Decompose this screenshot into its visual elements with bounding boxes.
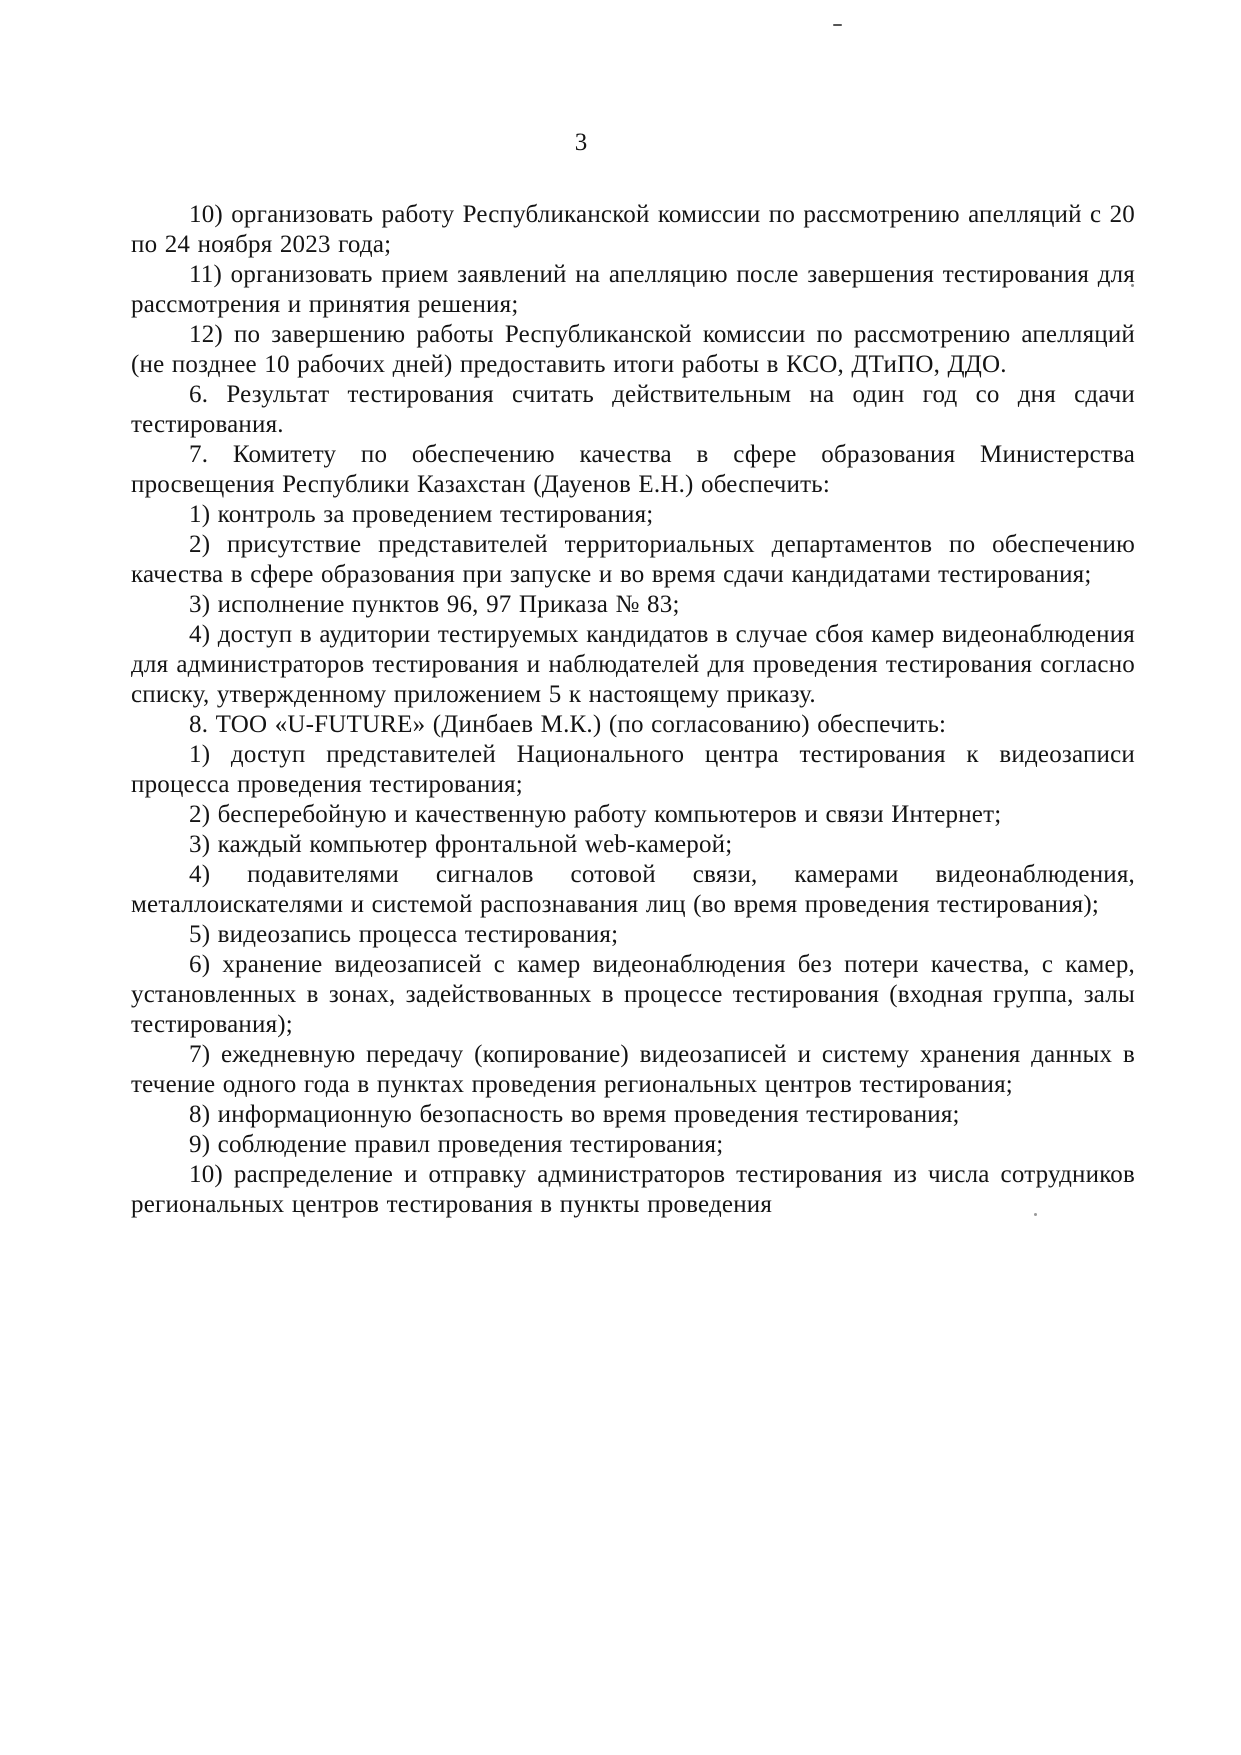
paragraph-8-4-signal-jammers: 4) подавителями сигналов сотовой связи, камерами видеонаблюдения, металлоискателями и системой распознавания лиц (во время проведения тестирования); xyxy=(131,861,1135,918)
paragraph-6-result-validity: 6. Результат тестирования считать действительным на один год со дня сдачи тестирования. xyxy=(131,381,1135,438)
paragraph-8-3-web-camera: 3) каждый компьютер фронтальной web-камерой; xyxy=(189,831,733,858)
paragraph-12-commission-results: 12) по завершению работы Республиканской комиссии по рассмотрению апелляций (не позднее 10 рабочих дней) предоставить итоги работы в КСО, ДТиПО, ДДО. xyxy=(131,321,1135,378)
paragraph-8-1-video-access: 1) доступ представителей Национального центра тестирования к видеозаписи процесса проведения тестирования; xyxy=(131,741,1135,798)
paragraph-8-10-admin-distribution: 10) распределение и отправку администраторов тестирования из числа сотрудников региональных центров тестирования в пункты проведения xyxy=(131,1161,1135,1218)
paragraph-7-4-audience-access: 4) доступ в аудитории тестируемых кандидатов в случае сбоя камер видеонаблюдения для администраторов тестирования и наблюдателей для проведения тестирования согласно списку, утвержденному приложением 5 к настоящему приказу. xyxy=(131,621,1135,708)
text-block xyxy=(131,128,1135,1220)
paragraph-8-8-info-security: 8) информационную безопасность во время проведения тестирования; xyxy=(189,1101,960,1128)
page-number: 3 xyxy=(574,129,588,156)
paragraph-11-appeal-applications: 11) организовать прием заявлений на апелляцию после завершения тестирования для рассмотрения и принятия решения; xyxy=(131,261,1135,318)
paragraph-8-ufuture-ensure: 8. ТОО «U-FUTURE» (Динбаев М.К.) (по согласованию) обеспечить: xyxy=(189,711,947,738)
scan-artifact xyxy=(833,24,842,26)
paragraph-7-2-presence: 2) присутствие представителей территориальных департаментов по обеспечению качества в сфере образования при запуске и во время сдачи кандидатами тестирования; xyxy=(131,531,1135,588)
paragraph-10-appeal-commission: 10) организовать работу Республиканской комиссии по рассмотрению апелляций с 20 по 24 ноября 2023 года; xyxy=(131,201,1135,258)
paragraph-8-7-daily-transfer: 7) ежедневную передачу (копирование) видеозаписей и систему хранения данных в течение одного года в пунктах проведения региональных центров тестирования; xyxy=(131,1041,1135,1098)
paragraph-7-1-control: 1) контроль за проведением тестирования; xyxy=(189,501,654,528)
paragraph-8-6-video-storage: 6) хранение видеозаписей с камер видеонаблюдения без потери качества, с камер, установленных в зонах, задействованных в процессе тестирования (входная группа, залы тестирования); xyxy=(131,951,1135,1038)
paragraph-7-3-order-items: 3) исполнение пунктов 96, 97 Приказа № 83; xyxy=(189,591,680,618)
paragraph-8-9-rules-compliance: 9) соблюдение правил проведения тестирования; xyxy=(189,1131,724,1158)
paragraph-8-5-video-recording: 5) видеозапись процесса тестирования; xyxy=(189,921,619,948)
paragraph-8-2-computers-internet: 2) бесперебойную и качественную работу компьютеров и связи Интернет; xyxy=(189,801,1002,828)
paragraph-7-committee-ensure: 7. Комитету по обеспечению качества в сфере образования Министерства просвещения Республики Казахстан (Дауенов Е.Н.) обеспечить: xyxy=(131,441,1135,498)
